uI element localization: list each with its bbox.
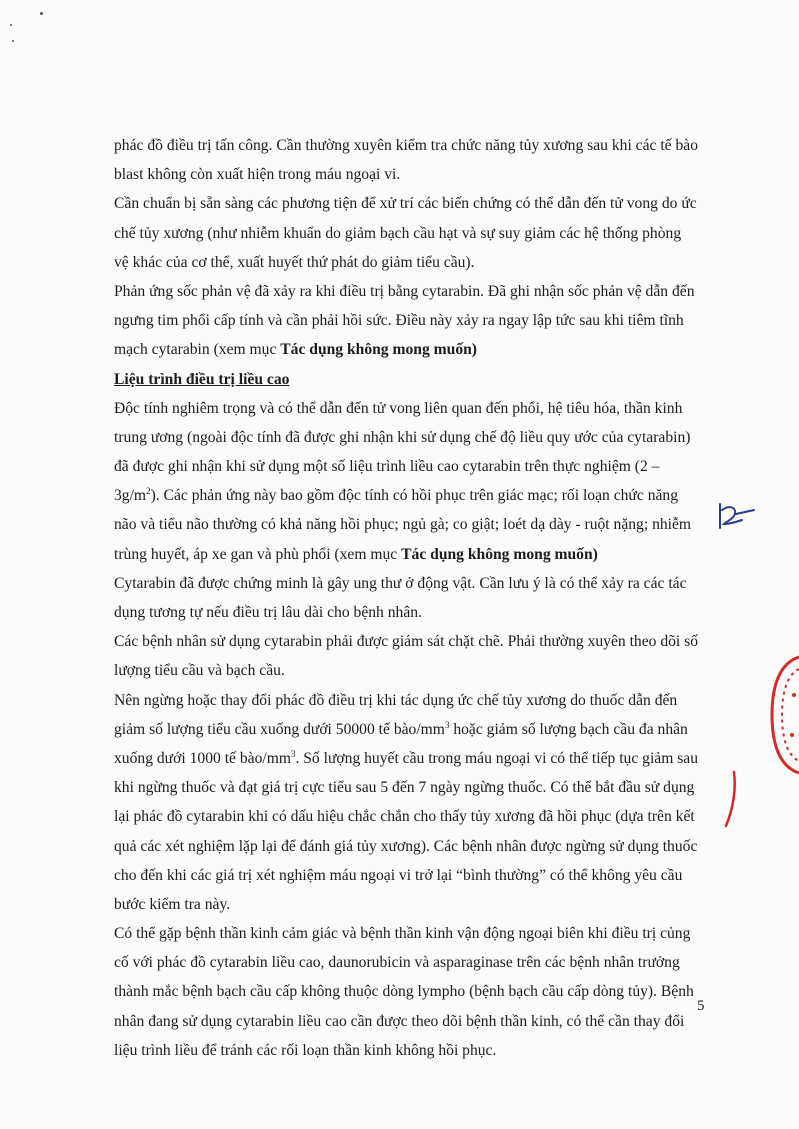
text-line: vệ khác của cơ thể, xuất huyết thứ phát do giảm tiểu cầu). — [114, 253, 475, 271]
text-line: Phản ứng sốc phản vệ đã xảy ra khi điều trị bằng cytarabin. Đã ghi nhận sốc phản vệ dẫn đến — [114, 282, 695, 300]
superscript: 3 — [444, 719, 450, 730]
text-line: thành mắc bệnh bạch cầu cấp không thuộc dòng lympho (bệnh bạch cầu cấp dòng tủy). Bệnh — [114, 983, 694, 1001]
text-line: Các bệnh nhân sử dụng cytarabin phải được giám sát chặt chẽ. Phải thường xuyên theo dõi số — [114, 633, 699, 651]
text-line: Nên ngừng hoặc thay đổi phác đồ điều trị khi tác dụng ức chế tủy xương do thuốc dẫn đến — [114, 691, 678, 709]
red-signature-stroke — [722, 770, 742, 830]
text-span: giảm số lượng tiểu cầu xuống dưới 50000 tế bào/mm — [114, 720, 445, 738]
text-line: ngưng tim phổi cấp tính và cần phải hồi sức. Điều này xảy ra ngay lập tức sau khi tiêm tĩnh — [114, 312, 684, 330]
text-line — [114, 744, 710, 773]
text-span: ). Các phản ứng này bao gồm độc tính có hồi phục trên giác mạc; rối loạn chức năng — [150, 487, 679, 505]
scan-speck — [12, 40, 14, 42]
text-span: hoặc giảm số lượng bạch cầu đa nhân — [449, 720, 688, 738]
text-span: trùng huyết, áp xe gan và phù phổi (xem mục — [114, 545, 402, 563]
text-span: 3g/m — [114, 487, 147, 505]
text-line — [114, 715, 710, 744]
bold-reference: Tác dụng không mong muốn) — [280, 341, 477, 359]
text-line: bước kiểm tra này. — [114, 895, 231, 913]
text-line: Cytarabin đã được chứng minh là gây ung thư ở động vật. Cần lưu ý là có thể xảy ra các tác — [114, 574, 687, 592]
scan-speck — [10, 24, 12, 26]
text-line: blast không còn xuất hiện trong máu ngoại vi. — [114, 166, 401, 184]
document-body — [114, 131, 710, 1065]
text-line — [114, 540, 710, 569]
text-line — [114, 481, 710, 510]
superscript: 2 — [146, 486, 151, 497]
text-line: nhân đang sử dụng cytarabin liều cao cần được theo dõi bệnh thần kinh, có thể cần thay đổi — [114, 1012, 685, 1030]
text-line: não và tiểu não thường có khả năng hồi phục; ngủ gà; co giật; loét dạ dày - ruột nặng; nhiễm — [114, 516, 692, 534]
red-stamp-seal — [770, 655, 799, 775]
text-span: xuống dưới 1000 tế bào/mm — [114, 749, 291, 767]
page-number: 5 — [697, 998, 705, 1014]
text-line: trung ương (ngoài độc tính đã được ghi nhận khi sử dụng chế độ liều quy ước của cytarabin) — [114, 428, 691, 446]
text-line: Độc tính nghiêm trọng và có thể dẫn đến tử vong liên quan đến phổi, hệ tiêu hóa, thần kinh — [114, 399, 683, 417]
text-line: lại phác đồ cytarabin khi có dấu hiệu chắc chắn cho thấy tủy xương đã hồi phục (dựa trên kết — [114, 808, 695, 826]
text-line: Cần chuẩn bị sẵn sàng các phương tiện để xử trí các biến chứng có thể dẫn đến tử vong do ức — [114, 195, 697, 213]
text-line: lượng tiểu cầu và bạch cầu. — [114, 662, 285, 680]
text-line: khi ngừng thuốc và đạt giá trị cực tiểu sau 5 đến 7 ngày ngừng thuốc. Có thể bắt đầu sử dụng — [114, 779, 695, 797]
text-line: cho đến khi các giá trị xét nghiệm máu ngoại vi trở lại “bình thường” có thể không yêu cầu — [114, 866, 683, 884]
text-line: liệu trình liều để tránh các rối loạn thần kinh không hồi phục. — [114, 1041, 497, 1059]
superscript: 3 — [290, 748, 296, 759]
text-line: Có thể gặp bệnh thần kinh cảm giác và bệnh thần kinh vận động ngoại biên khi điều trị củng — [114, 925, 691, 943]
text-line: dụng tương tự nếu điều trị lâu dài cho bệnh nhân. — [114, 604, 422, 621]
text-span: . Số lượng huyết cầu trong máu ngoại vi có thể tiếp tục giảm sau — [295, 749, 699, 767]
text-line — [114, 335, 710, 364]
bold-reference: Tác dụng không mong muốn) — [401, 545, 598, 563]
text-line: quả các xét nghiệm lặp lại để đánh giá tủy xương). Các bệnh nhân được ngừng sử dụng thuốc — [114, 837, 698, 855]
handwritten-initial-mark — [716, 498, 756, 532]
text-line: đã được ghi nhận khi sử dụng một số liệu trình liều cao cytarabin trên thực nghiệm (2 – — [114, 458, 660, 476]
scan-speck — [40, 12, 43, 15]
text-line: phác đồ điều trị tấn công. Cần thường xuyên kiểm tra chức năng tủy xương sau khi các tế bào — [114, 137, 699, 154]
text-span: mạch cytarabin (xem mục — [114, 341, 281, 359]
text-line: cố với phác đồ cytarabin liều cao, daunorubicin và asparaginase trên các bệnh nhân trưởng — [114, 954, 680, 972]
text-line: chế tủy xương (như nhiễm khuẩn do giảm bạch cầu hạt và sự suy giảm các hệ thống phòng — [114, 224, 682, 242]
section-heading: Liệu trình điều trị liều cao — [114, 370, 290, 388]
